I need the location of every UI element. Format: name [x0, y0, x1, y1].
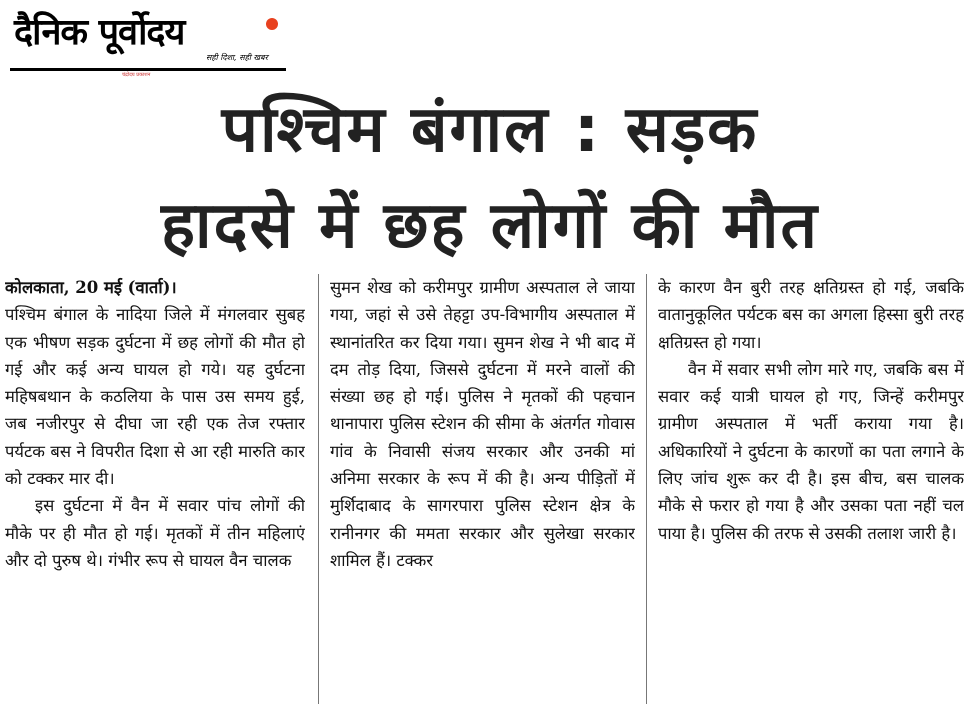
tagline: सही दिशा, सही खबर — [206, 53, 268, 62]
article-column-2 — [330, 274, 635, 706]
logo-dot-icon — [266, 18, 278, 30]
paragraph: इस दुर्घटना में वैन में सवार पांच लोगों की मौके पर ही मौत हो गई। मृतकों में तीन महिलाएं और दो पुरुष थे। गंभीर रूप से घायल वैन चालक — [5, 496, 305, 570]
paragraph: के कारण वैन बुरी तरह क्षतिग्रस्त हो गई, जबकि वातानुकूलित पर्यटक बस का अगला हिस्सा बुरी तरह क्षतिग्रस्त हो गया। — [658, 278, 964, 352]
newspaper-logo: दैनिक पूर्वोदय — [14, 12, 185, 53]
column-divider — [646, 274, 647, 704]
paragraph: सुमन शेख को करीमपुर ग्रामीण अस्पताल ले जाया गया, जहां से उसे तेहट्टा उप-विभागीय अस्पताल में स्थानांतरित कर दिया गया। सुमन शेख ने भी बाद में दम तोड़ दिया, जिससे दुर्घटना में मरने वालों की संख्या छह हो गई। पुलिस ने मृतकों की पहचान थानापारा पुलिस स्टेशन की सीमा के अंतर्गत गोवास गांव के निवासी संजय सरकार और उनकी मां अनिमा सरकार के रूप में की है। अन्य पीड़ितों में मुर्शिदाबाद के सागरपारा पुलिस स्टेशन क्षेत्र के रानीनगर की ममता सरकार और सुलेखा सरकार शामिल हैं। टक्कर — [330, 278, 635, 570]
dateline: कोलकाता, 20 मई (वार्ता)। — [5, 278, 177, 297]
article-column-3 — [658, 274, 964, 706]
paragraph: वैन में सवार सभी लोग मारे गए, जबकि बस में सवार कई यात्री घायल हो गए, जिन्हें करीमपुर ग्रामीण अस्पताल में भर्ती कराया गया है। अधिकारियों ने दुर्घटना के कारणों का पता लगाने के लिए जांच शुरू कर दी है। इस बीच, बस चालक मौके से फरार हो गया है और उसका पता नहीं चल पाया है। पुलिस की तरफ से उसकी तलाश जारी है। — [658, 359, 964, 543]
masthead — [10, 6, 288, 78]
headline-line-1: पश्चिम बंगाल : सड़क — [221, 93, 759, 167]
article-column-1 — [5, 274, 305, 706]
headline — [40, 82, 940, 274]
headline-line-2: हादसे में छह लोगों की मौत — [161, 189, 819, 263]
masthead-small-text: चंद्रोदय प्रकाशन — [122, 72, 151, 78]
masthead-rule — [10, 68, 286, 71]
paragraph: पश्चिम बंगाल के नादिया जिले में मंगलवार सुबह एक भीषण सड़क दुर्घटना में छह लोगों की मौत हो गई और कई अन्य घायल हो गये। यह दुर्घटना महिषबथान के कठलिया के पास उस समय हुई, जब नजीरपुर से दीघा जा रही एक तेज रफ्तार पर्यटक बस ने विपरीत दिशा से आ रही मारुति कार को टक्कर मार दी। — [5, 305, 305, 489]
column-divider — [318, 274, 319, 704]
